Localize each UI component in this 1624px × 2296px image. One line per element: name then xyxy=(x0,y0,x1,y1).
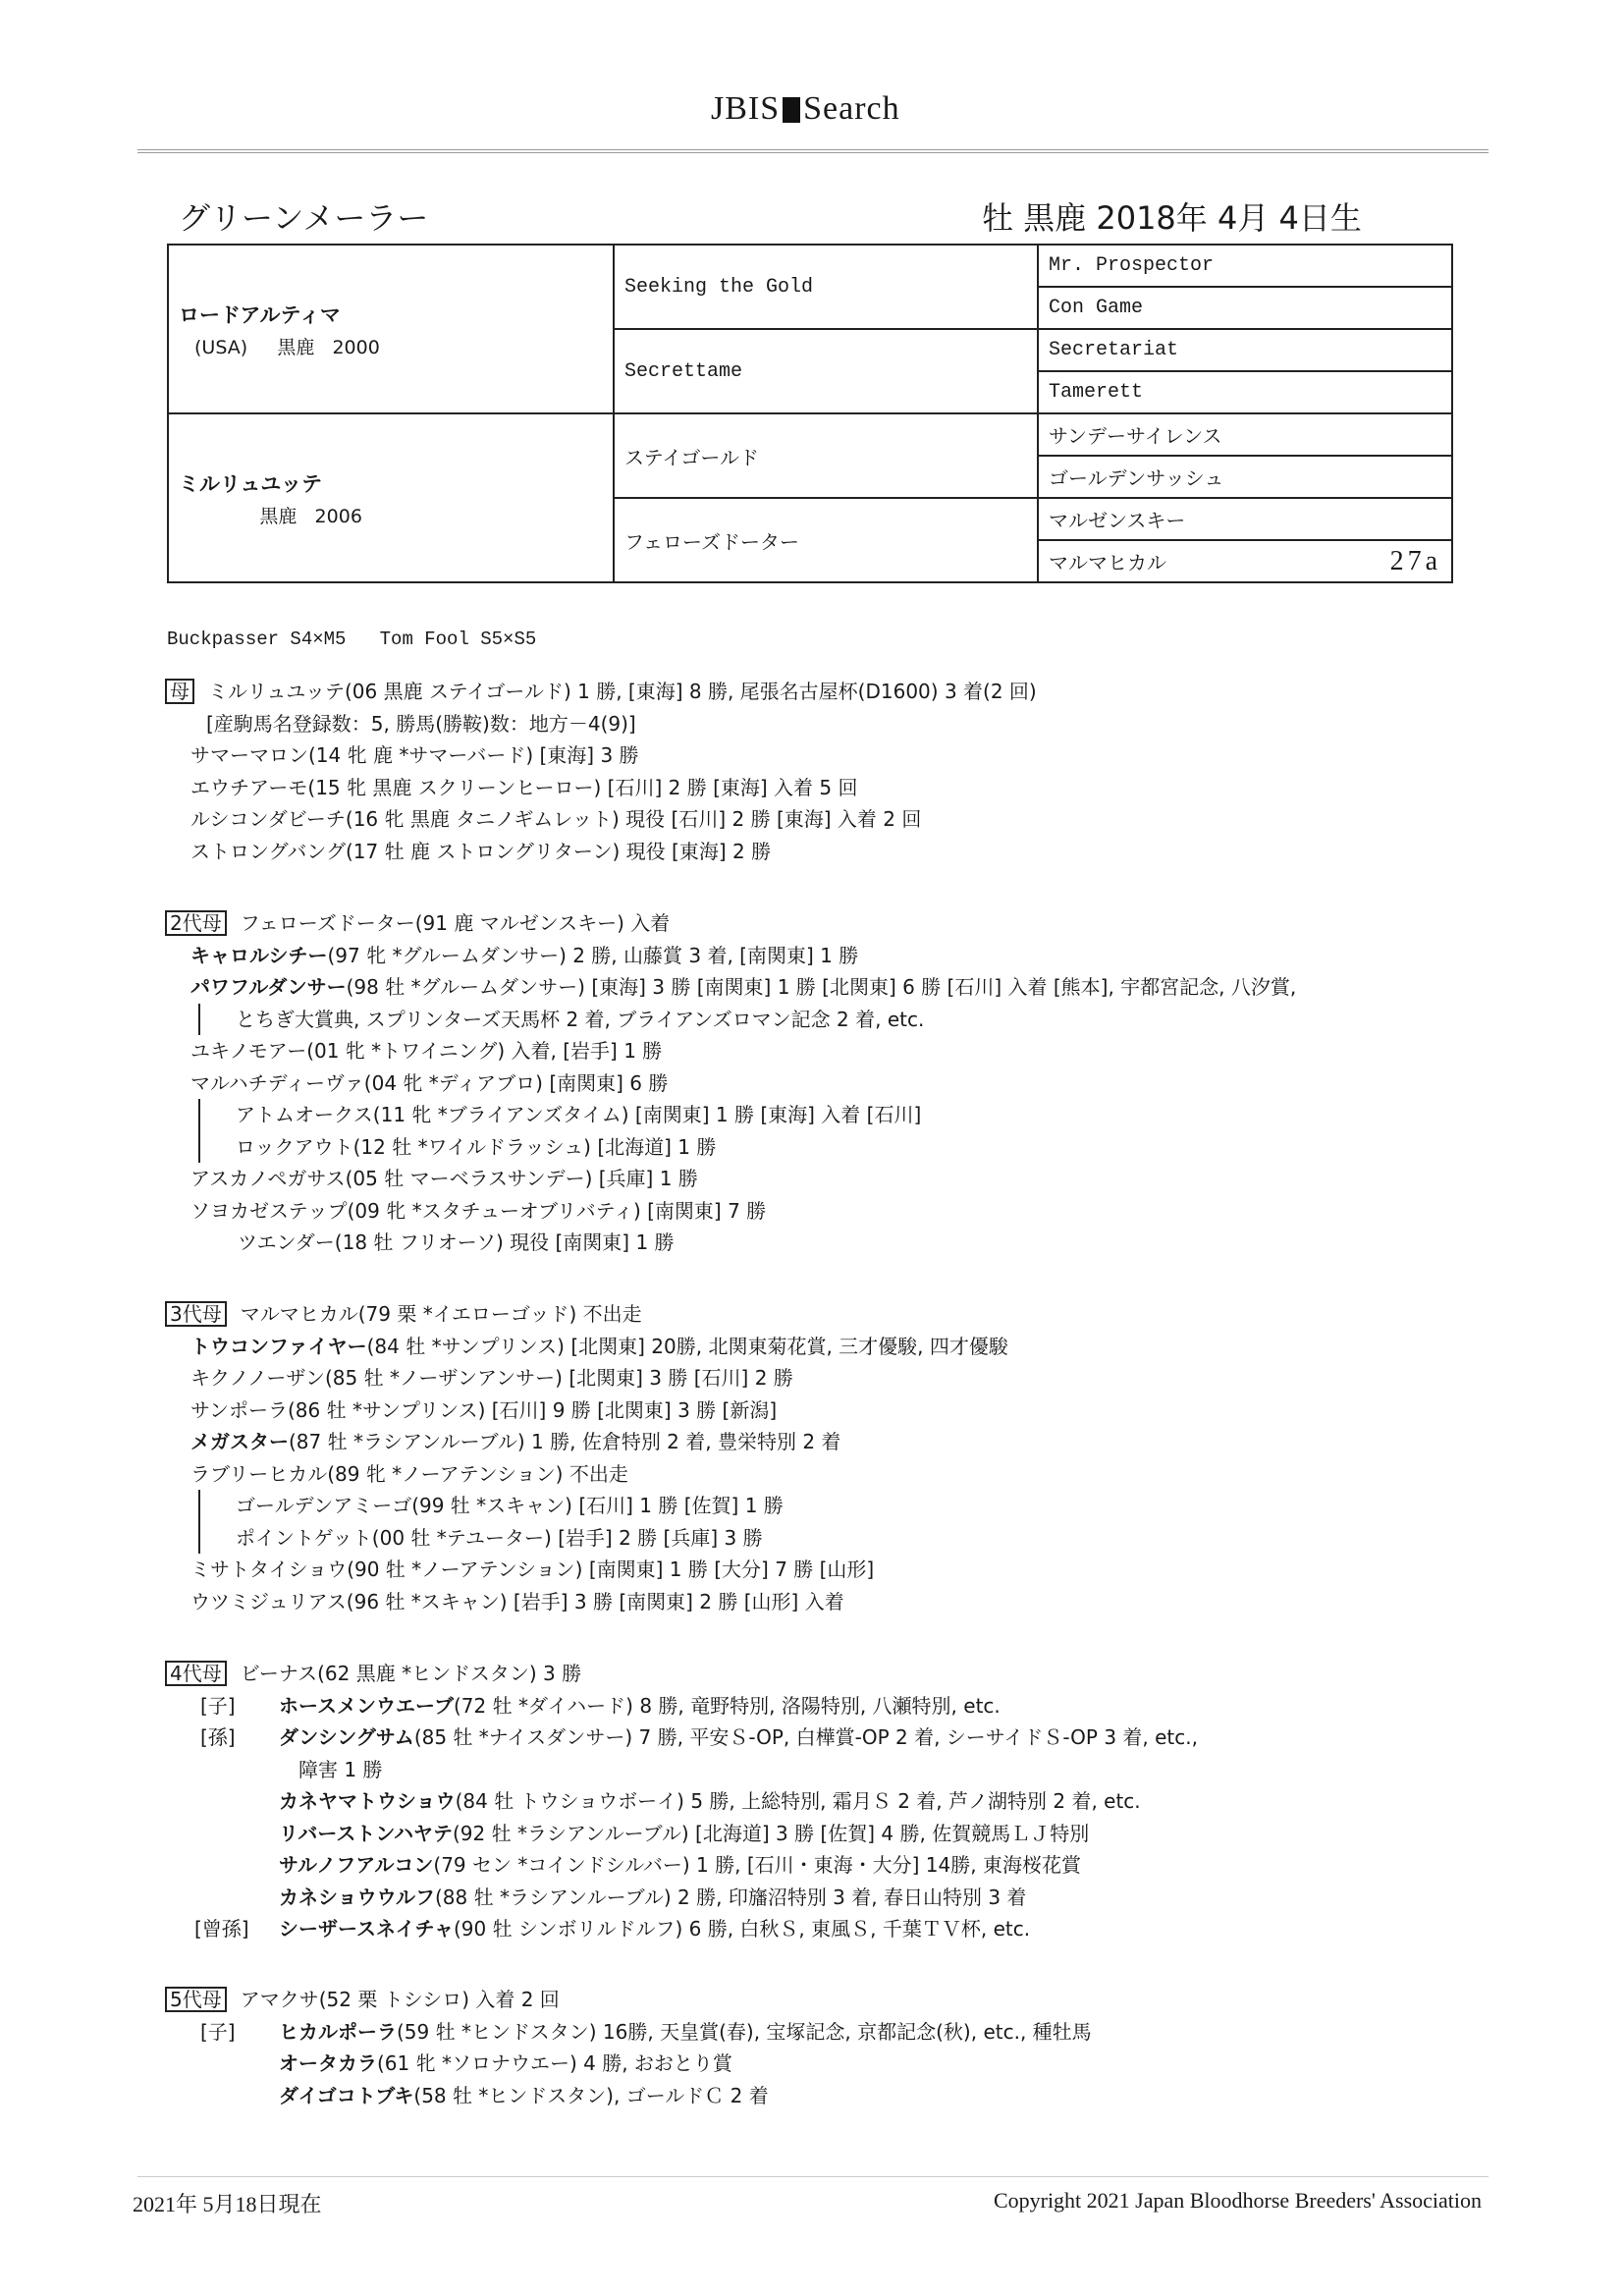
gen4-horse-record: (72 牡 *ダイハード) 8 勝, 竜野特別, 洛陽特別, 八瀬特別, etc. xyxy=(454,1693,1001,1718)
sire-name: ロードアルティマ xyxy=(179,302,341,327)
gen5-horse-record: (59 牡 *ヒンドスタン) 16勝, 天皇賞(春), 宝塚記念, 京都記念(秋), etc., 種牡馬 xyxy=(397,2019,1092,2044)
gen5-horse-record: (61 牝 *ソロナウエー) 4 勝, おおとり賞 xyxy=(377,2051,732,2075)
dam-name: ミルリュユッテ xyxy=(179,471,322,496)
gen3-horse-name: トウコンファイヤー xyxy=(190,1334,367,1358)
section-label-gen5: 5代母 xyxy=(165,1987,227,2012)
gen2-section xyxy=(165,907,1296,1259)
gen2-horse-name: パワフルダンサー xyxy=(190,975,347,999)
gen4-horse-name: ホースメンウエーブ xyxy=(279,1693,454,1718)
gen4-horse-name: ダンシングサム xyxy=(279,1725,414,1749)
gen4-horse-name: シーザースネイチャ xyxy=(279,1917,454,1941)
gen4-record-cont: 障害 1 勝 xyxy=(298,1757,383,1781)
tag-mago: [孫] xyxy=(200,1725,236,1749)
gen3-line: サンポーラ(86 牡 *サンプリンス) [石川] 9 勝 [北関東] 3 勝 [新潟] xyxy=(190,1397,778,1422)
ggp-6: ゴールデンサッシュ xyxy=(1038,456,1452,498)
gen2-line: ソヨカゼステップ(09 牝 *スタチューオブリバティ) [南関東] 7 勝 xyxy=(190,1198,767,1223)
gen3-horse-record: (87 牡 *ラシアンルーブル) 1 勝, 佐倉特別 2 着, 豊栄特別 2 着 xyxy=(289,1430,841,1453)
ggp-4: Tamerett xyxy=(1038,371,1452,413)
pedigree-table xyxy=(167,244,1453,583)
ggp-7: マルゼンスキー xyxy=(1038,498,1452,540)
gen2-line: ロックアウト(12 牡 *ワイルドラッシュ) [北海道] 1 勝 xyxy=(198,1131,1296,1164)
sire-sire: Seeking the Gold xyxy=(614,245,1038,329)
footer-date: 2021年 5月18日現在 xyxy=(133,2192,322,2216)
footer-copyright: Copyright 2021 Japan Bloodhorse Breeders' Association xyxy=(993,2188,1482,2213)
gen2-horse-name: キャロルシチー xyxy=(190,943,328,967)
gen2-line: ユキノモアー(01 牝 *トワイニング) 入着, [岩手] 1 勝 xyxy=(190,1039,663,1063)
footer-divider xyxy=(137,2176,1489,2177)
dam-sire: ステイゴールド xyxy=(614,413,1038,498)
inbreeding-note: Buckpasser S4×M5 Tom Fool S5×S5 xyxy=(167,629,537,650)
gen2-line: アスカノペガサス(05 牡 マーベラスサンデー) [兵庫] 1 勝 xyxy=(190,1167,698,1190)
gen4-horse-record: (79 セン *コインドシルバー) 1 勝, [石川・東海・大分] 14勝, 東海桜花賞 xyxy=(433,1853,1081,1877)
gen3-line: ポイントゲット(00 牡 *テユーター) [岩手] 2 勝 [兵庫] 3 勝 xyxy=(198,1522,1008,1555)
gen3-horse-name: メガスター xyxy=(190,1430,289,1453)
gen3-line: キクノノーザン(85 牡 *ノーザンアンサー) [北関東] 3 勝 [石川] 2 勝 xyxy=(190,1366,793,1390)
horse-info: 牡 黒鹿 2018年 4月 4日生 xyxy=(982,199,1362,237)
tag-ko: [子] xyxy=(200,1693,236,1718)
gen4-horse-record: (90 牡 シンボリルドルフ) 6 勝, 白秋Ｓ, 東風Ｓ, 千葉ＴＶ杯, etc. xyxy=(454,1917,1031,1941)
gen4-horse-name: カネショウウルフ xyxy=(279,1885,435,1909)
jbis-search-logo xyxy=(711,90,900,128)
gen3-horse-record: (84 牡 *サンプリンス) [北関東] 20勝, 北関東菊花賞, 三才優駿, 四才優駿 xyxy=(366,1334,1008,1358)
ggp-2: Con Game xyxy=(1038,287,1452,329)
section-label-dam: 母 xyxy=(165,679,194,704)
gen2-head: フェローズドーター(91 鹿 マルゼンスキー) 入着 xyxy=(240,911,671,935)
gen3-line: ゴールデンアミーゴ(99 牡 *スキャン) [石川] 1 勝 [佐賀] 1 勝 xyxy=(198,1490,1008,1522)
logo-jbis: JBIS xyxy=(711,90,781,127)
gen5-horse-name: ヒカルポーラ xyxy=(279,2019,397,2044)
gen5-horse-name: ダイゴコトブキ xyxy=(279,2083,414,2107)
gen5-section xyxy=(165,1984,1092,2111)
gen4-horse-record: (92 牡 *ラシアンルーブル) [北海道] 3 勝 [佐賀] 4 勝, 佐賀競馬ＬＪ特別 xyxy=(453,1821,1090,1845)
tag-sonson: [曾孫] xyxy=(194,1917,249,1941)
gen4-horse-name: サルノフアルコン xyxy=(279,1853,434,1877)
ggp-1: Mr. Prospector xyxy=(1038,245,1452,287)
ggp-3: Secretariat xyxy=(1038,329,1452,371)
section-label-gen2: 2代母 xyxy=(165,910,227,936)
dam-info: 黒鹿 2006 xyxy=(194,505,362,527)
gen2-horse-record: (98 牡 *グルームダンサー) [東海] 3 勝 [南関東] 1 勝 [北関東] 6 勝 [石川] 入着 [熊本], 宇都宮記念, 八汐賞, xyxy=(346,975,1297,999)
dam-section xyxy=(165,676,1037,867)
ggp-5: サンデーサイレンス xyxy=(1038,413,1452,456)
gen5-horse-name: オータカラ xyxy=(279,2051,377,2075)
gen2-line: アトムオークス(11 牝 *ブライアンズタイム) [南関東] 1 勝 [東海] 入着 [石川] xyxy=(198,1099,1296,1131)
gen2-record-cont: とちぎ大賞典, スプリンターズ天馬杯 2 着, ブライアンズロマン記念 2 着, etc. xyxy=(198,1004,1296,1036)
family-number: 27a xyxy=(1389,545,1441,576)
dam-offspring: ストロングバング(17 牡 鹿 ストロングリターン) 現役 [東海] 2 勝 xyxy=(190,839,772,863)
dam-dam: フェローズドーター xyxy=(614,498,1038,582)
section-label-gen4: 4代母 xyxy=(165,1661,227,1686)
dam-offspring: ルシコンダビーチ(16 牝 黒鹿 タニノギムレット) 現役 [石川] 2 勝 [東海] 入着 2 回 xyxy=(190,807,922,831)
header-divider xyxy=(137,149,1489,153)
gen3-line: ウツミジュリアス(96 牡 *スキャン) [岩手] 3 勝 [南関東] 2 勝 [山形] 入着 xyxy=(190,1589,844,1613)
gen2-horse-record: (97 牝 *グルームダンサー) 2 勝, 山藤賞 3 着, [南関東] 1 勝 xyxy=(327,943,859,967)
tag-ko: [子] xyxy=(200,2019,236,2044)
sire-dam: Secrettame xyxy=(614,329,1038,413)
sire-info: (USA) 黒鹿 2000 xyxy=(194,336,380,358)
gen3-head: マルマヒカル(79 栗 *イエローゴッド) 不出走 xyxy=(240,1302,642,1326)
gen4-horse-name: カネヤマトウショウ xyxy=(279,1789,456,1813)
ggp-8-cell xyxy=(1038,540,1452,582)
dam-head: ミルリュユッテ(06 黒鹿 ステイゴールド) 1 勝, [東海] 8 勝, 尾張名古屋杯(D1600) 3 着(2 回) xyxy=(208,680,1037,703)
dam-offspring: エウチアーモ(15 牝 黒鹿 スクリーンヒーロー) [石川] 2 勝 [東海] 入着 5 回 xyxy=(190,775,858,799)
pedigree-sire xyxy=(168,245,614,413)
logo-search: Search xyxy=(803,90,900,127)
gen4-section xyxy=(165,1658,1198,1945)
gen4-horse-record: (85 牡 *ナイスダンサー) 7 勝, 平安Ｓ-OP, 白樺賞-OP 2 着, シーサイドＳ-OP 3 着, etc., xyxy=(413,1725,1198,1749)
logo-mark-icon xyxy=(783,97,800,123)
gen4-horse-record: (84 牡 トウショウボーイ) 5 勝, 上総特別, 霜月Ｓ 2 着, 芦ノ湖特別 2 着, etc. xyxy=(455,1789,1141,1813)
gen4-horse-record: (88 牡 *ラシアンルーブル) 2 勝, 印旛沼特別 3 着, 春日山特別 3 着 xyxy=(435,1885,1027,1909)
dam-offspring: サマーマロン(14 牝 鹿 *サマーバード) [東海] 3 勝 xyxy=(190,743,639,767)
gen4-head: ビーナス(62 黒鹿 *ヒンドスタン) 3 勝 xyxy=(240,1662,582,1685)
dam-note: [産駒馬名登録数：5, 勝馬(勝鞍)数：地方－4(9)] xyxy=(206,711,636,736)
ggp-8: マルマヒカル xyxy=(1049,551,1166,574)
gen2-line: マルハチディーヴァ(04 牝 *ディアブロ) [南関東] 6 勝 xyxy=(190,1070,669,1095)
gen3-section xyxy=(165,1298,1008,1617)
section-label-gen3: 3代母 xyxy=(165,1301,227,1327)
gen2-line: ツエンダー(18 牡 フリオーソ) 現役 [南関東] 1 勝 xyxy=(238,1230,675,1254)
gen3-line: ミサトタイショウ(90 牡 *ノーアテンション) [南関東] 1 勝 [大分] 7 勝 [山形] xyxy=(190,1558,875,1581)
horse-name: グリーンメーラー xyxy=(179,199,429,237)
gen5-horse-record: (58 牡 *ヒンドスタン), ゴールドＣ 2 着 xyxy=(413,2083,769,2107)
gen3-line: ラブリーヒカル(89 牝 *ノーアテンション) 不出走 xyxy=(190,1461,628,1486)
gen5-head: アマクサ(52 栗 トシシロ) 入着 2 回 xyxy=(240,1988,560,2011)
pedigree-dam xyxy=(168,413,614,582)
gen4-horse-name: リバーストンハヤテ xyxy=(279,1821,453,1845)
